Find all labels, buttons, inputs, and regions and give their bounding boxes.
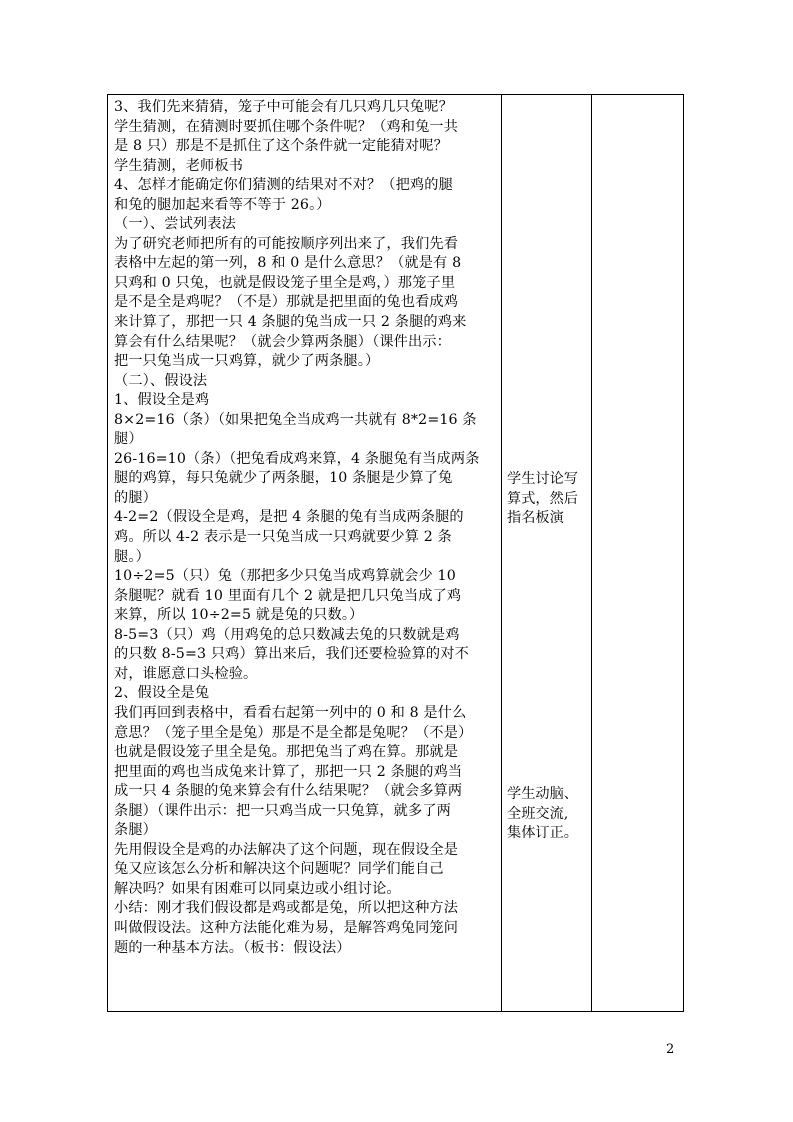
- text-line: 兔又应该怎么分析和解决这个问题呢？同学们能自己: [114, 861, 444, 878]
- text-line: 4-2=2（假设全是鸡，是把 4 条腿的兔有当成两条腿的: [114, 509, 464, 526]
- text-line: 4、怎样才能确定你们猜测的结果对不对？（把鸡的腿: [114, 177, 453, 194]
- text-line: 鸡。所以 4-2 表示是一只兔当成一只鸡就要少算 2 条: [114, 529, 452, 546]
- text-line: 解决吗？如果有困难可以同桌边或小组讨论。: [114, 880, 401, 897]
- text-line: 只鸡和 0 只兔，也就是假设笼子里全是鸡，）那笼子里: [114, 274, 456, 291]
- text-line: 为了研究老师把所有的可能按顺序列出来了，我们先看: [114, 235, 459, 252]
- student-activity-note-2: [507, 785, 591, 844]
- text-line: 学生猜测，老师板书: [114, 157, 244, 174]
- note-line: 学生动脑、: [507, 786, 578, 802]
- text-line: （二）、假设法: [114, 372, 208, 389]
- text-line: 把里面的鸡也当成兔来计算了，那把一只 2 条腿的鸡当: [114, 763, 463, 780]
- text-line: 是不是全是鸡呢？（不是）那就是把里面的兔也看成鸡: [114, 294, 459, 311]
- text-line: 成一只 4 条腿的兔来算会有什么结果呢？（就会多算两: [114, 783, 463, 800]
- student-activity-note-1: [507, 470, 591, 529]
- text-line: 的腿）: [114, 489, 158, 506]
- text-line: 先用假设全是鸡的办法解决了这个问题，现在假设全是: [114, 841, 459, 858]
- text-line: 条腿呢？就看 10 里面有几个 2 就是把几只兔当成了鸡: [114, 587, 462, 604]
- text-line: 8-5=3（只）鸡（用鸡兔的总只数减去兔的只数就是鸡: [114, 626, 460, 643]
- design-intent-cell: [592, 95, 684, 1012]
- text-line: 腿。）: [114, 548, 150, 565]
- text-line: 对，谁愿意口头检验。: [114, 665, 258, 682]
- lesson-plan-table: [107, 94, 684, 1012]
- student-activity-cell: [502, 95, 592, 1012]
- note-line: 算式，然后: [507, 490, 578, 507]
- text-line: 条腿）（课件出示：把一只鸡当成一只兔算，就多了两: [114, 802, 452, 819]
- text-line: 我们再回到表格中，看看右起第一列中的 0 和 8 是什么: [114, 704, 467, 721]
- text-line: 腿）: [114, 431, 143, 448]
- teaching-process-cell: [108, 95, 502, 1012]
- text-line: 表格中左起的第一列，8 和 0 是什么意思？（就是有 8: [114, 255, 462, 272]
- text-line: 题的一种基本方法。（板书：假设法）: [114, 939, 351, 956]
- text-line: 的只数 8-5=3 只鸡）算出来后，我们还要检验算的对不: [114, 646, 469, 663]
- text-line: 1、假设全是鸡: [114, 392, 210, 409]
- text-line: 2、假设全是兔: [114, 685, 210, 702]
- page-number: 2: [666, 1042, 675, 1057]
- text-line: 和兔的腿加起来看等不等于 26。）: [114, 196, 331, 213]
- text-line: 来算，所以 10÷2=5 就是兔的只数。）: [114, 607, 364, 624]
- text-line: 腿的鸡算，每只兔就少了两条腿，10 条腿是少算了兔: [114, 470, 453, 487]
- note-line: 学生讨论写: [507, 471, 578, 487]
- table-row: [108, 95, 684, 1012]
- text-line: 把一只兔当成一只鸡算，就少了两条腿。）: [114, 353, 380, 370]
- text-line: 是 8 只）那是不是抓住了这个条件就一定能猜对呢？: [114, 138, 448, 155]
- note-line: 集体订正。: [507, 825, 578, 842]
- text-line: 8×2=16（条）（如果把兔全当成鸡一共就有 8*2=16 条: [114, 411, 477, 428]
- teaching-process-text: [108, 95, 501, 958]
- text-line: 学生猜测，在猜测时要抓住哪个条件呢？（鸡和兔一共: [114, 118, 459, 135]
- text-line: 26-16=10（条）（把兔看成鸡来算，4 条腿兔有当成两条: [114, 450, 480, 467]
- text-line: 10÷2=5（只）兔（那把多少只兔当成鸡算就会少 10: [114, 568, 456, 585]
- note-line: 指名板演: [507, 510, 564, 527]
- text-line: 算会有什么结果呢？（就会少算两条腿）（课件出示：: [114, 333, 452, 350]
- text-line: 也就是假设笼子里全是兔。那把兔当了鸡在算。那就是: [114, 744, 459, 761]
- text-line: 条腿）: [114, 822, 158, 839]
- text-line: 来计算了，那把一只 4 条腿的兔当成一只 2 条腿的鸡来: [114, 314, 467, 331]
- text-line: 3、我们先来猜猜，笼子中可能会有几只鸡几只兔呢？: [114, 99, 453, 115]
- text-line: （一）、尝试列表法: [114, 216, 236, 233]
- note-line: 全班交流,: [507, 805, 569, 822]
- text-line: 意思？（笼子里全是兔）那是不是全都是兔呢？（不是）: [114, 724, 473, 741]
- text-line: 叫做假设法。这种方法能化难为易，是解答鸡兔同笼问: [114, 919, 459, 936]
- text-line: 小结：刚才我们假设都是鸡或都是兔，所以把这种方法: [114, 900, 459, 917]
